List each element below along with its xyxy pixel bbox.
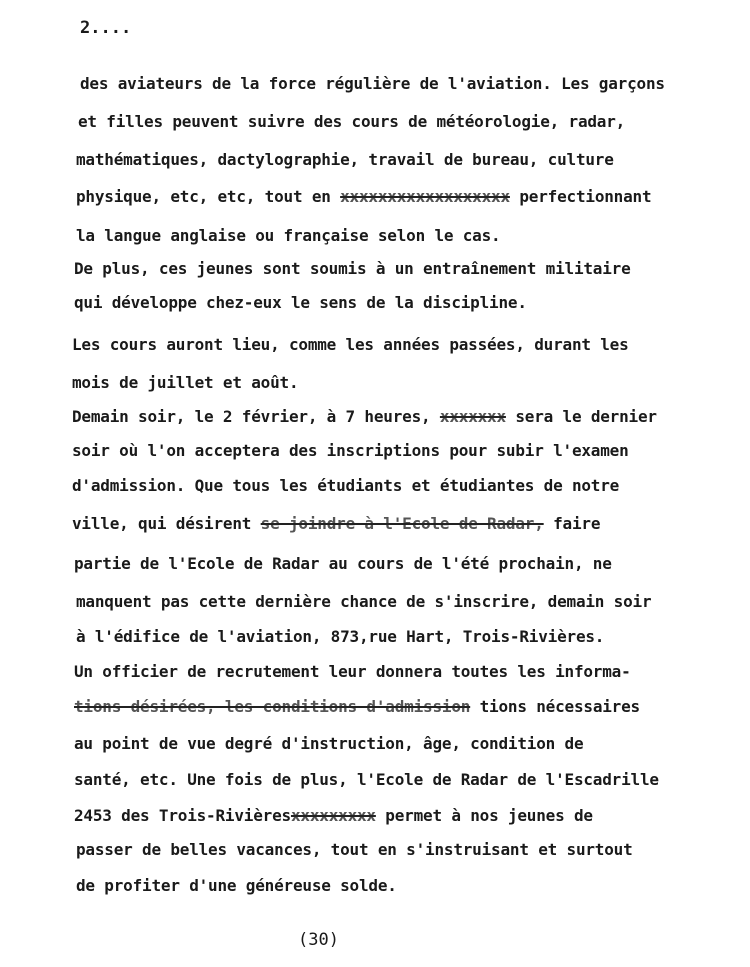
text-line: 2453 des Trois-Rivièresxxxxxxxxx permet à nos jeunes de (74, 806, 593, 825)
text-line: Les cours auront lieu, comme les années passées, durant les (72, 335, 629, 354)
text-line: tions désirées, les conditions d'admission tions nécessaires (74, 697, 640, 716)
text-line: soir où l'on acceptera des inscriptions pour subir l'examen (72, 441, 629, 460)
text-line: Demain soir, le 2 février, à 7 heures, xxxxxxx sera le dernier (72, 407, 657, 426)
text-line: qui développe chez-eux le sens de la discipline. (74, 293, 527, 312)
text-line: mathématiques, dactylographie, travail de bureau, culture (76, 150, 614, 169)
text-line: Un officier de recrutement leur donnera toutes les informa- (74, 662, 631, 681)
text-line: manquent pas cette dernière chance de s'inscrire, demain soir (76, 592, 652, 611)
text-line: au point de vue degré d'instruction, âge, condition de (74, 734, 584, 753)
text-line: passer de belles vacances, tout en s'instruisant et surtout (76, 840, 633, 859)
page-number: 2.... (80, 18, 132, 38)
text-line: partie de l'Ecole de Radar au cours de l'été prochain, ne (74, 554, 612, 573)
text-line: De plus, ces jeunes sont soumis à un entraînement militaire (74, 259, 631, 278)
text-line: physique, etc, etc, tout en xxxxxxxxxxxxxxxxxx perfectionnant (76, 187, 652, 206)
text-line: santé, etc. Une fois de plus, l'Ecole de Radar de l'Escadrille (74, 770, 659, 789)
text-line: ville, qui désirent se joindre à l'Ecole de Radar, faire (72, 514, 601, 533)
text-line: et filles peuvent suivre des cours de météorologie, radar, (78, 112, 626, 131)
text-line: de profiter d'une généreuse solde. (76, 876, 397, 895)
text-line: la langue anglaise ou française selon le cas. (76, 226, 501, 245)
text-line: à l'édifice de l'aviation, 873,rue Hart, Trois-Rivières. (76, 627, 605, 646)
page-footer-number: (30) (298, 930, 339, 950)
text-line: des aviateurs de la force régulière de l'aviation. Les garçons (80, 74, 665, 93)
text-line: d'admission. Que tous les étudiants et étudiantes de notre (72, 476, 620, 495)
text-line: mois de juillet et août. (72, 373, 299, 392)
